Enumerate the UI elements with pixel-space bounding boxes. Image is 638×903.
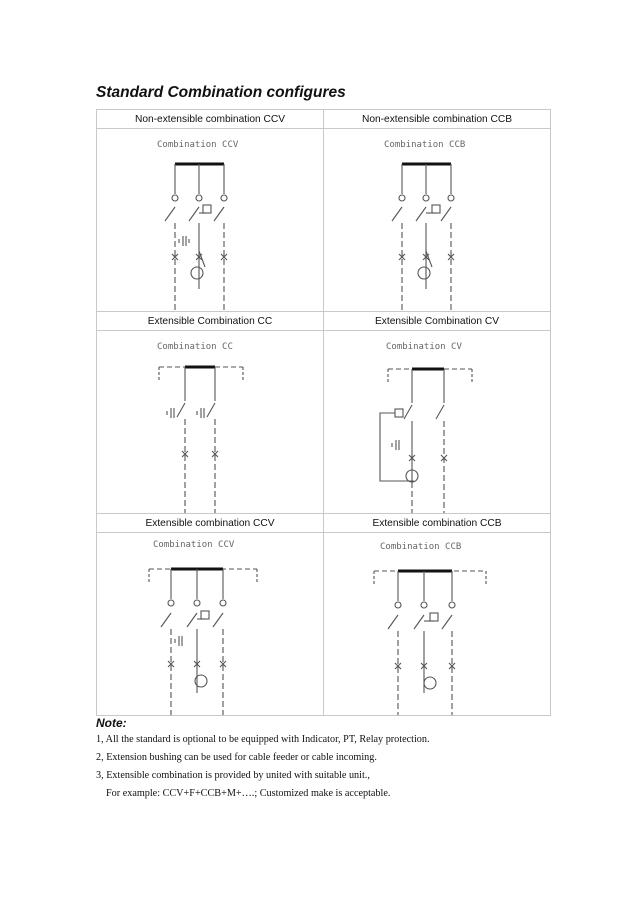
diagram-cell-ext-ccv [97, 533, 324, 716]
diagram-ne-ccv [97, 129, 323, 311]
diagram-cell-ext-cv [324, 331, 551, 514]
cell-label-ne-ccb: Non-extensible combination CCB [324, 110, 551, 129]
note-line-4: For example: CCV+F+CCB+M+….; Customized make is acceptable. [106, 788, 391, 799]
table-diagram-row [97, 129, 551, 312]
diagram-title: Combination CCV [157, 140, 239, 150]
table-diagram-row [97, 533, 551, 716]
cell-label-ne-ccv: Non-extensible combination CCV [97, 110, 324, 129]
diagram-ext-cv [324, 331, 550, 513]
diagram-title: Combination CCV [153, 540, 235, 550]
diagram-ext-ccv [97, 533, 323, 715]
cell-label-ext-ccb: Extensible combination CCB [324, 514, 551, 533]
page-title: Standard Combination configures [96, 84, 346, 101]
diagram-cell-ne-ccb [324, 129, 551, 312]
note-line-1: 1, All the standard is optional to be equipped with Indicator, PT, Relay protection. [96, 734, 430, 745]
note-line-3: 3, Extensible combination is provided by united with suitable unit., [96, 770, 370, 781]
table-header-row [97, 312, 551, 331]
cell-label-ext-cc: Extensible Combination CC [97, 312, 324, 331]
diagram-title: Combination CCB [380, 542, 462, 552]
diagram-cell-ext-ccb [324, 533, 551, 716]
diagram-cell-ne-ccv [97, 129, 324, 312]
table-diagram-row [97, 331, 551, 514]
note-title: Note: [96, 716, 127, 730]
table-header-row [97, 110, 551, 129]
diagram-ne-ccb [324, 129, 550, 311]
diagram-ext-ccb [324, 533, 550, 715]
diagram-title: Combination CCB [384, 140, 466, 150]
cell-label-ext-ccv: Extensible combination CCV [97, 514, 324, 533]
diagram-title: Combination CC [157, 342, 233, 352]
note-line-2: 2, Extension bushing can be used for cable feeder or cable incoming. [96, 752, 377, 763]
diagram-cell-ext-cc [97, 331, 324, 514]
diagram-title: Combination CV [386, 342, 462, 352]
cell-label-ext-cv: Extensible Combination CV [324, 312, 551, 331]
combination-table [96, 109, 551, 716]
table-header-row [97, 514, 551, 533]
diagram-ext-cc [97, 331, 323, 513]
